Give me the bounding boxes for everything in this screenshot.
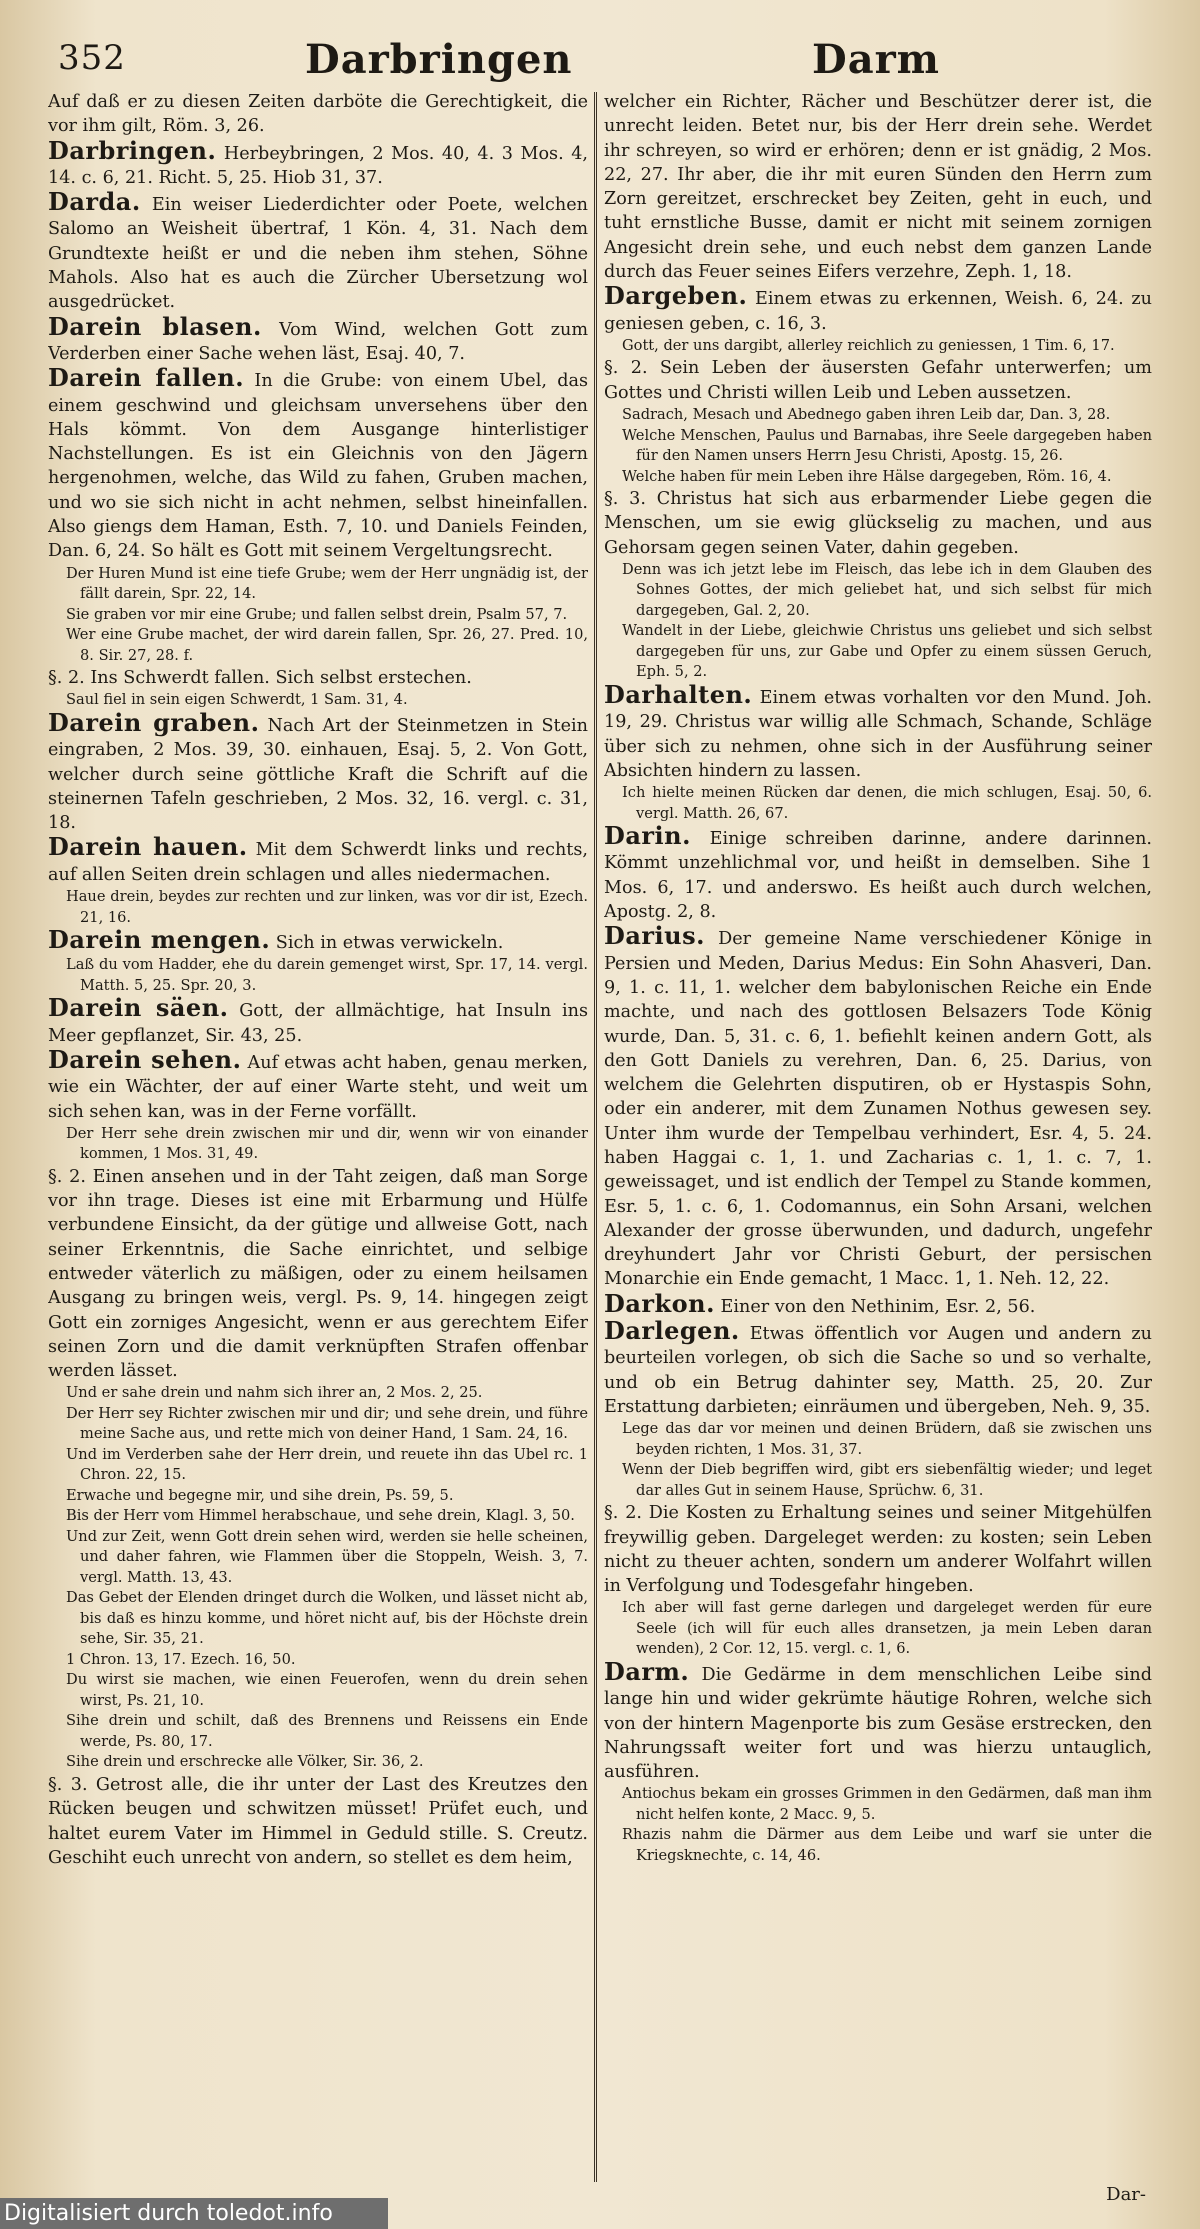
quotation-line	[66, 605, 588, 626]
entry-text: Herbeybringen, 2 Mos. 40, 4. 3 Mos. 4, 14. c. 6, 21. Richt. 5, 25. Hiob 31, 37.	[48, 143, 588, 188]
entry-text: Einem etwas vorhalten vor den Mund. Joh. 19, 29. Christus war willig alle Schmach, Schande, Schläge über sich zu nehmen, ohne sich in der Ausführung seiner Absichten hindern zu lassen.	[604, 687, 1152, 781]
entry-paragraph	[48, 187, 588, 314]
quotation-line	[66, 1383, 588, 1404]
quotation-line	[622, 783, 1152, 824]
entry-text: Du wirst sie machen, wie einen Feuerofen, wenn du drein sehen wirst, Ps. 21, 10.	[66, 1671, 588, 1709]
entry-text: Wenn der Dieb begriffen wird, gibt ers siebenfältig wieder; und leget dar alles Gut in seinem Hause, Sprüchw. 6, 31.	[622, 1461, 1152, 1499]
entry-headword: Darhalten.	[604, 679, 753, 709]
entry-text: §. 2. Sein Leben der äusersten Gefahr unterwerfen; um Gottes und Christi willen Leib und Leben aussetzen.	[604, 358, 1152, 403]
entry-paragraph	[48, 993, 588, 1048]
entry-paragraph	[48, 666, 588, 690]
quotation-line	[66, 1588, 588, 1650]
header-right-word: Darm	[812, 36, 941, 83]
entry-text: Antiochus bekam ein grosses Grimmen in den Gedärmen, daß man ihm nicht helfen konte, 2 Macc. 9, 5.	[622, 1785, 1152, 1823]
entry-text: Etwas öffentlich vor Augen und andern zu beurteilen vorlegen, ob sich die Sache so und so verhalte, und ob ein Betrug dahinter sey, Matth. 25, 20. Zur Erstattung darbieten; einräumen und übergeben, Neh. 9, 35.	[604, 1324, 1152, 1417]
entry-paragraph	[604, 1501, 1152, 1598]
entry-text: Welche haben für mein Leben ihre Hälse dargegeben, Röm. 16, 4.	[622, 467, 1112, 485]
entry-text: §. 2. Ins Schwerdt fallen. Sich selbst erstechen.	[48, 668, 472, 689]
column-divider	[594, 92, 597, 2182]
entry-text: Bis der Herr vom Himmel herabschaue, und sehe drein, Klagl. 3, 50.	[66, 1507, 575, 1525]
left-column	[48, 90, 588, 2180]
quotation-line	[622, 426, 1152, 467]
entry-text: Vom Wind, welchen Gott zum Verderben einer Sache wehen läst, Esaj. 40, 7.	[48, 319, 588, 364]
entry-text: Einer von den Nethinim, Esr. 2, 56.	[714, 1296, 1036, 1317]
entry-paragraph	[604, 679, 1152, 783]
entry-paragraph	[604, 487, 1152, 560]
entry-paragraph	[604, 1316, 1152, 1419]
page-number: 352	[58, 38, 126, 78]
quotation-line	[66, 1506, 588, 1527]
quotation-line	[66, 1670, 588, 1711]
quotation-line	[66, 1404, 588, 1445]
entry-text: Wer eine Grube machet, der wird darein fallen, Spr. 26, 27. Pred. 10, 8. Sir. 27, 28. f.	[66, 626, 588, 664]
entry-text: Und zur Zeit, wenn Gott drein sehen wird, werden sie helle scheinen, und daher fahren, wie Flammen über die Stoppeln, Weish. 3, 7. vergl. Matth. 13, 43.	[66, 1527, 588, 1586]
entry-paragraph	[48, 135, 588, 191]
entry-text: Das Gebet der Elenden dringet durch die Wolken, und lässet nicht ab, bis daß es hinzu komme, und höret nicht auf, bis der Höchste drein sehe, Sir. 35, 21.	[66, 1589, 588, 1648]
entry-paragraph	[48, 832, 588, 887]
entry-text: Der Herr sey Richter zwischen mir und dir; und sehe drein, und führe meine Sache aus, und rette mich von deiner Hand, 1 Sam. 24, 16.	[66, 1404, 588, 1443]
entry-headword: Darm.	[604, 1656, 690, 1686]
entry-text: Gott, der uns dargibt, allerley reichlich zu geniessen, 1 Tim. 6, 17.	[622, 336, 1115, 354]
entry-text: Auf etwas acht haben, genau merken, wie ein Wächter, der auf einer Warte steht, und weit um sich sehen kan, was in der Ferne vorfällt.	[48, 1052, 588, 1122]
entry-headword: Darein hauen.	[48, 832, 248, 862]
quotation-line	[66, 1486, 588, 1507]
running-header	[0, 18, 1200, 88]
quotation-line	[66, 1711, 588, 1752]
entry-text: Einige schreiben darinne, andere darinnen. Kömmt unzehlichmal vor, und heißt in demselben. Sihe 1 Mos. 6, 17. und anderswo. Es heißt auch durch welchen, Apostg. 2, 8.	[604, 829, 1152, 923]
entry-text: Ich hielte meinen Rücken dar denen, die mich schlugen, Esaj. 50, 6. vergl. Matth. 26, 67.	[622, 784, 1152, 822]
entry-text: Sich in etwas verwickeln.	[270, 933, 504, 954]
quotation-line	[66, 625, 588, 666]
entry-text: Der Herr sehe drein zwischen mir und dir, wenn wir von einander kommen, 1 Mos. 31, 49.	[66, 1124, 588, 1163]
quotation-line	[622, 1825, 1152, 1866]
quotation-line	[622, 1598, 1152, 1660]
quotation-line	[66, 1650, 588, 1671]
entry-headword: Darin.	[604, 821, 691, 851]
entry-paragraph	[604, 281, 1152, 336]
quotation-line	[66, 955, 588, 996]
entry-text: Der Huren Mund ist eine tiefe Grube; wem der Herr ungnädig ist, der fällt darein, Spr. 22, 14.	[66, 564, 588, 603]
quotation-line	[66, 1445, 588, 1486]
entry-headword: Darein säen.	[48, 993, 229, 1023]
header-left-word: Darbringen	[305, 36, 573, 83]
quotation-line	[66, 1124, 588, 1165]
quotation-line	[66, 1752, 588, 1773]
entry-headword: Darius.	[604, 921, 705, 951]
right-column	[604, 90, 1152, 2180]
entry-text: welcher ein Richter, Rächer und Beschützer derer ist, die unrecht leiden. Betet nur, bis der Herr drein sehe. Werdet ihr schreyen, so wird er erhören; denn er ist gnädig, 2 Mos. 22, 27. Ihr aber, die ihr mit euren Sünden den Herrn zum Zorn gereitzet, erschrecket bey Zeiten, geht in euch, und tuht ernstliche Busse, damit er nicht mit seinem zornigen Angesicht drein sehe, und euch nebst dem ganzen Lande durch das Feuer seines Eifers verzehre, Zeph. 1, 18.	[604, 92, 1152, 283]
entry-paragraph	[604, 356, 1152, 405]
entry-headword: Darda.	[48, 187, 141, 217]
entry-paragraph	[604, 921, 1152, 1291]
quotation-line	[622, 621, 1152, 683]
entry-text: §. 3. Christus hat sich aus erbarmender Liebe gegen die Menschen, um sie ewig glückselig zu machen, und aus Gehorsam gegen seinen Vater, dahin gegeben.	[604, 489, 1152, 558]
entry-paragraph	[604, 821, 1152, 924]
entry-text: §. 3. Getrost alle, die ihr unter der Last des Kreutzes den Rücken beugen und schwitzen müsset! Prüfet euch, und haltet eurem Vater im Himmel in Geduld stille. S. Creutz. Geschiht euch unrecht von andern, so stellet es dem heim,	[48, 1774, 588, 1868]
quotation-line	[622, 560, 1152, 622]
entry-text: Erwache und begegne mir, und sihe drein, Ps. 59, 5.	[66, 1486, 454, 1504]
entry-text: Wandelt in der Liebe, gleichwie Christus uns geliebet und sich selbst dargegeben für uns, zur Gabe und Opfer zu einem süssen Geruch, Eph. 5, 2.	[622, 622, 1152, 681]
catchword: Dar-	[1106, 2184, 1146, 2205]
entry-text: Und er sahe drein und nahm sich ihrer an, 2 Mos. 2, 25.	[66, 1384, 483, 1402]
entry-paragraph	[48, 90, 588, 139]
quotation-line	[622, 1460, 1152, 1501]
entry-text: Welche Menschen, Paulus und Barnabas, ihre Seele dargegeben haben für den Namen unsers Herrn Jesu Christi, Apostg. 15, 26.	[622, 426, 1152, 465]
entry-headword: Darlegen.	[604, 1316, 740, 1346]
entry-paragraph	[48, 1044, 588, 1124]
entry-text: Saul fiel in sein eigen Schwerdt, 1 Sam. 31, 4.	[66, 691, 408, 709]
entry-text: Sihe drein und erschrecke alle Völker, Sir. 36, 2.	[66, 1753, 424, 1771]
entry-text: Ich aber will fast gerne darlegen und dargeleget werden für eure Seele (ich will für euch alles dransetzen, ja mein Leben daran wenden), 2 Cor. 12, 15. vergl. c. 1, 6.	[622, 1599, 1152, 1658]
entry-paragraph	[48, 1773, 588, 1870]
entry-text: Die Gedärme in dem menschlichen Leibe sind lange hin und wider gekrümte häutige Rohren, welche sich von der hintern Magenporte bis zum Gesäse erstrecken, den Nahrungssaft weiter fort und was hierzu untauglich, ausführen.	[604, 1664, 1152, 1783]
entry-paragraph	[48, 363, 588, 563]
entry-paragraph	[604, 1656, 1152, 1784]
quotation-line	[622, 336, 1152, 357]
entry-text: Sadrach, Mesach und Abednego gaben ihren Leib dar, Dan. 3, 28.	[622, 406, 1111, 424]
entry-paragraph	[604, 1288, 1152, 1319]
quotation-line	[622, 1784, 1152, 1825]
entry-text: Auf daß er zu diesen Zeiten darböte die Gerechtigkeit, die vor ihm gilt, Röm. 3, 26.	[48, 92, 588, 137]
entry-text: Der gemeine Name verschiedener Könige in Persien und Meden, Darius Medus: Ein Sohn Ahasveri, Dan. 9, 1. c. 11, 1. welcher dem babylonischen Reiche ein Ende machte, und nach des gottlosen Belsazers Tode König wurde, Dan. 5, 31. c. 6, 1. befiehlt keinen andern Gott, als den Gott Daniels zu verehren, Dan. 6, 25. Darius, von welchem die Gelehrten disputiren, ob er Hystaspis Sohn, oder ein anderer, mit dem Zunamen Nothus gewesen sey. Unter ihm wurde der Tempelbau verhindert, Esr. 4, 5. 24. haben Haggai c. 1, 1. und Zacharias c. 1, 1. c. 7, 1. geweissaget, und ist endlich der Tempel zu Stande kommen, Esr. 5, 1. c. 6, 1. Codomannus, ein Sohn Arsani, welchen Alexander der grosse überwunden, und dadurch, ungefehr dreyhundert Jahr vor Christi Geburt, der persischen Monarchie ein Ende gemacht, 1 Macc. 1, 1. Neh. 12, 22.	[604, 929, 1152, 1290]
quotation-line	[622, 467, 1152, 488]
quotation-line	[66, 1527, 588, 1589]
entry-text: §. 2. Die Kosten zu Erhaltung seines und seiner Mitgehülfen freywillig geben. Dargeleget werden: zu kosten; sein Leben nicht zu theuer achten, sondern um anderer Wolfahrt willen in Verfolgung und Todesgefahr hingeben.	[604, 1503, 1152, 1597]
entry-text: Einem etwas zu erkennen, Weish. 6, 24. zu geniesen geben, c. 16, 3.	[604, 289, 1152, 334]
entry-text: Ein weiser Liederdichter oder Poete, welchen Salomo an Weisheit übertraf, 1 Kön. 4, 31. Nach dem Grundtexte heißt er und die neben ihm stehen, Söhne Mahols. Also hat es auch die Zürcher Ubersetzung wol ausgedrücket.	[48, 195, 588, 313]
entry-headword: Darein fallen.	[48, 363, 245, 393]
entry-text: Nach Art der Steinmetzen in Stein eingraben, 2 Mos. 39, 30. einhauen, Esaj. 5, 2. Von Gott, welcher durch seine göttliche Kraft die Schrift auf die steinernen Tafeln geschrieben, 2 Mos. 32, 16. vergl. c. 31, 18.	[48, 715, 588, 834]
quotation-line	[622, 1419, 1152, 1460]
entry-text: Haue drein, beydes zur rechten und zur linken, was vor dir ist, Ezech. 21, 16.	[66, 888, 588, 926]
entry-text: 1 Chron. 13, 17. Ezech. 16, 50.	[66, 1650, 296, 1668]
entry-headword: Dargeben.	[604, 281, 748, 311]
entry-headword: Darein sehen.	[48, 1044, 242, 1074]
entry-paragraph	[48, 925, 588, 955]
entry-paragraph	[48, 707, 588, 835]
entry-text: Rhazis nahm die Därmer aus dem Leibe und warf sie unter die Kriegsknechte, c. 14, 46.	[622, 1826, 1152, 1864]
entry-headword: Darkon.	[604, 1288, 715, 1318]
entry-text: Laß du vom Hadder, ehe du darein gemenget wirst, Spr. 17, 14. vergl. Matth. 5, 25. Spr. 20, 3.	[66, 956, 588, 994]
entry-text: Gott, der allmächtige, hat Insuln ins Meer gepflanzet, Sir. 43, 25.	[48, 1001, 588, 1046]
entry-headword: Darein mengen.	[48, 925, 271, 955]
entry-text: Denn was ich jetzt lebe im Fleisch, das lebe ich in dem Glauben des Sohnes Gottes, der mich geliebet hat, und sich selbst für mich dargegeben, Gal. 2, 20.	[622, 560, 1152, 619]
entry-text: Mit dem Schwerdt links und rechts, auf allen Seiten drein schlagen und alles niedermachen.	[48, 840, 588, 885]
entry-paragraph	[48, 1165, 588, 1384]
entry-text: Sie graben vor mir eine Grube; und fallen selbst drein, Psalm 57, 7.	[66, 605, 568, 623]
entry-headword: Darein blasen.	[48, 311, 262, 341]
entry-paragraph	[604, 90, 1152, 284]
entry-text: §. 2. Einen ansehen und in der Taht zeigen, daß man Sorge vor ihn trage. Dieses ist eine mit Erbarmung und Hülfe verbundene Einsicht, da der gütige und allweise Gott, nach seiner Erkenntnis, die Sache einrichtet, und selbige entweder väterlich zu mäßigen, oder zu einem heilsamen Ausgang zu bringen weis, vergl. Ps. 9, 14. hingegen zeigt Gott ein zorniges Angesicht, wenn er aus gerechtem Eifer seinen Zorn und die damit verknüpften Strafen offenbar werden lässet.	[48, 1166, 588, 1382]
entry-headword: Darbringen.	[48, 135, 217, 165]
entry-paragraph	[48, 311, 588, 367]
entry-text: Sihe drein und schilt, daß des Brennens und Reissens ein Ende werde, Ps. 80, 17.	[66, 1712, 588, 1750]
entry-text: Lege das dar vor meinen und deinen Brüdern, daß sie zwischen uns beyden richten, 1 Mos. 31, 37.	[622, 1420, 1152, 1458]
digitization-watermark: Digitalisiert durch toledot.info	[0, 2198, 388, 2229]
entry-text: Und im Verderben sahe der Herr drein, und reuete ihn das Ubel rc. 1 Chron. 22, 15.	[66, 1445, 588, 1484]
entry-text: In die Grube: von einem Ubel, das einem geschwind und gleichsam unversehens über den Hals kömmt. Von dem Ausgange hinterlistiger Nachstellungen. Es ist ein Gleichnis von den Jägern hergenohmen, welche, das Wild zu fahen, Gruben machen, und wo sie sich nicht in acht nehmen, selbst hineinfallen. Also giengs dem Haman, Esth. 7, 10. und Daniels Feinden, Dan. 6, 24. So hält es Gott mit seinem Vergeltungsrecht.	[48, 371, 588, 562]
entry-headword: Darein graben.	[48, 707, 260, 737]
quotation-line	[66, 887, 588, 928]
quotation-line	[622, 405, 1152, 426]
quotation-line	[66, 564, 588, 605]
